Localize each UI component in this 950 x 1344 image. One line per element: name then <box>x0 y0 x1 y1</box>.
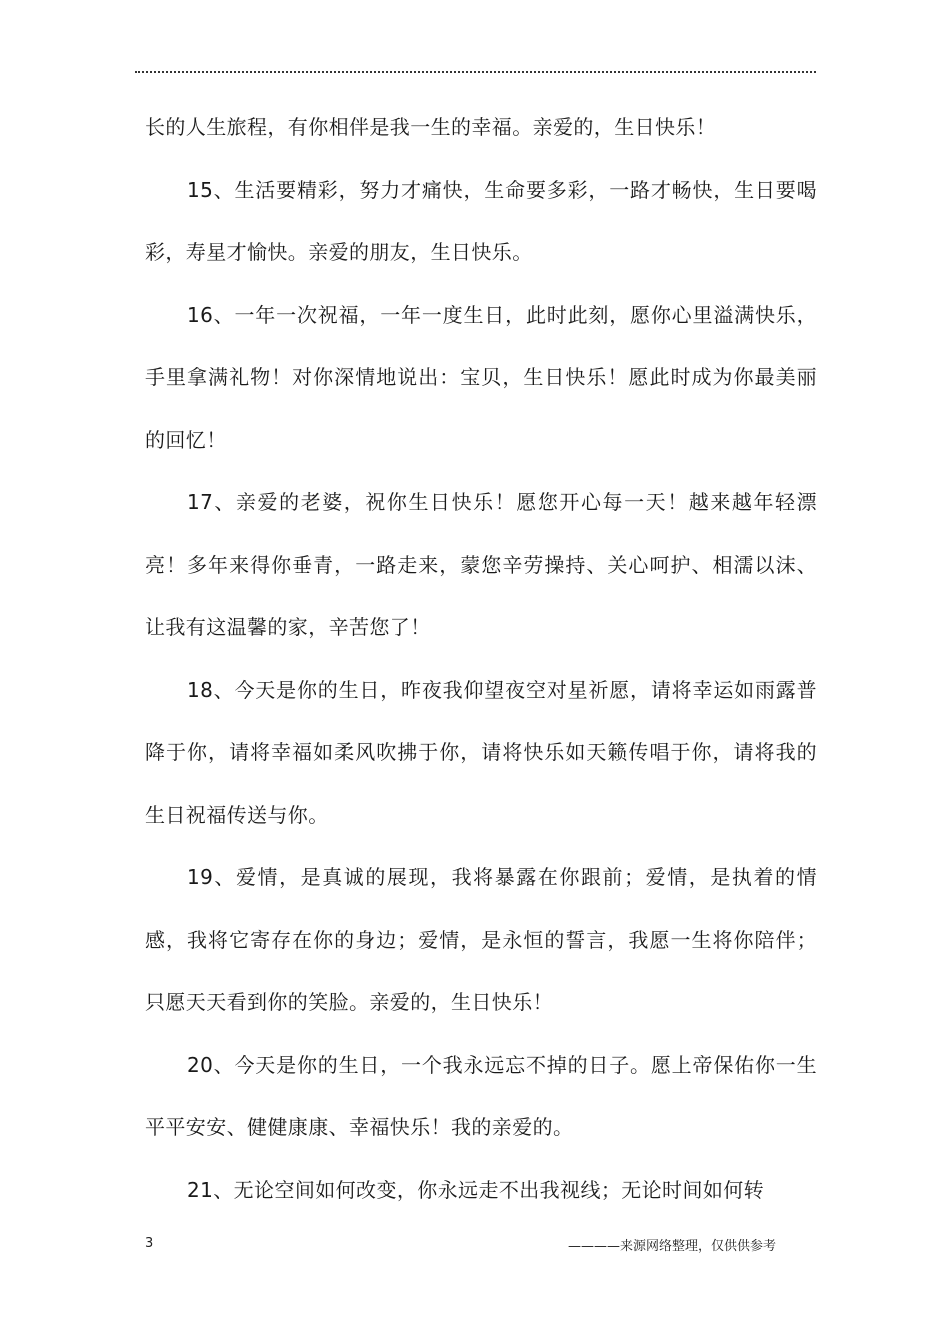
paragraph-18: 18、今天是你的生日，昨夜我仰望夜空对星祈愿，请将幸运如雨露普降于你，请将幸福如柔风吹拂于你，请将快乐如天籁传唱于你，请将我的生日祝福传送与你。 <box>145 677 817 827</box>
paragraph-21: 21、无论空间如何改变，你永远走不出我视线；无论时间如何转 <box>187 1177 765 1202</box>
document-body <box>145 96 817 1221</box>
paragraph-17: 17、亲爱的老婆，祝你生日快乐！愿您开心每一天！越来越年轻漂亮！多年来得你垂青，一路走来，蒙您辛劳操持、关心呵护、相濡以沫、让我有这温馨的家，辛苦您了！ <box>145 490 817 639</box>
page-number: 3 <box>145 1236 154 1251</box>
paragraph-continuation: 长的人生旅程，有你相伴是我一生的幸福。亲爱的，生日快乐！ <box>145 115 717 139</box>
header-dotted-rule <box>135 71 816 73</box>
paragraph-16: 16、一年一次祝福，一年一度生日，此时此刻，愿你心里溢满快乐，手里拿满礼物！对你深情地说出：宝贝，生日快乐！愿此时成为你最美丽的回忆！ <box>145 302 817 452</box>
paragraph-20: 20、今天是你的生日，一个我永远忘不掉的日子。愿上帝保佑你一生平平安安、健健康康、幸福快乐！我的亲爱的。 <box>145 1052 817 1139</box>
paragraph-19: 19、爱情，是真诚的展现，我将暴露在你跟前；爱情，是执着的情感，我将它寄存在你的身边；爱情，是永恒的誓言，我愿一生将你陪伴；只愿天天看到你的笑脸。亲爱的，生日快乐！ <box>145 865 817 1014</box>
source-note: ————来源网络整理，仅供供参考 <box>567 1239 776 1254</box>
paragraph-15: 15、生活要精彩，努力才痛快，生命要多彩，一路才畅快，生日要喝彩，寿星才愉快。亲爱的朋友，生日快乐。 <box>145 177 817 264</box>
